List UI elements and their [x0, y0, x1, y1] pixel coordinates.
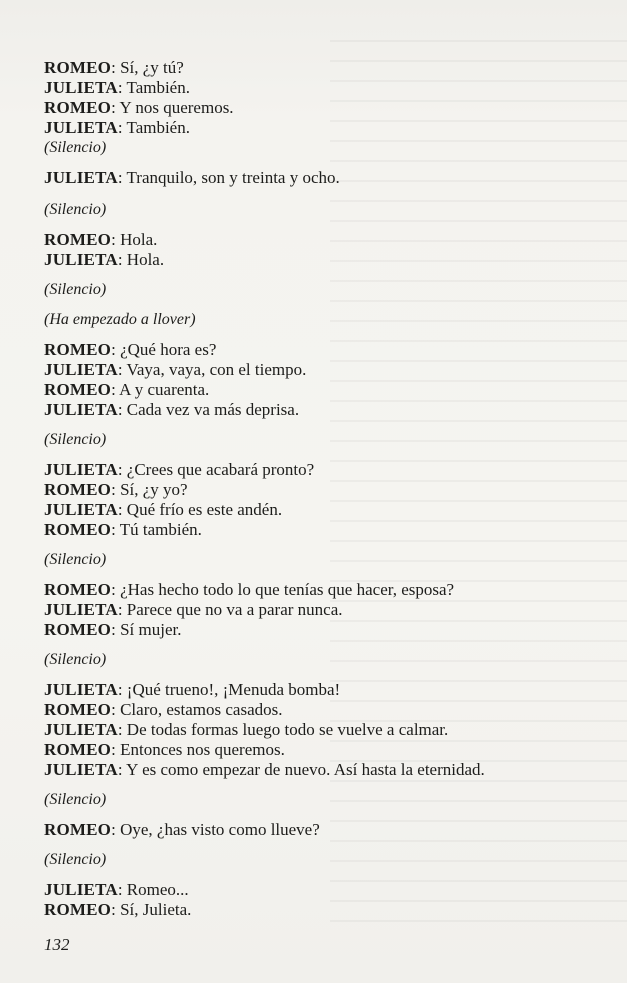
dialogue-line: ROMEO: Claro, estamos casados.	[44, 700, 283, 719]
dialogue-line: JULIETA: Vaya, vaya, con el tiempo.	[44, 360, 307, 379]
stage-direction: (Silencio)	[44, 139, 107, 156]
dialogue-line: ROMEO: Y nos queremos.	[44, 98, 234, 117]
dialogue-line: JULIETA: Parece que no va a parar nunca.	[44, 600, 343, 619]
dialogue-line: JULIETA: Hola.	[44, 250, 165, 269]
dialogue-line: JULIETA: Romeo...	[44, 880, 189, 899]
dialogue-line: ROMEO: ¿Qué hora es?	[44, 340, 217, 359]
dialogue-line: ROMEO: ¿Has hecho todo lo que tenías que hacer, esposa?	[44, 580, 455, 599]
dialogue-line: ROMEO: Oye, ¿has visto como llueve?	[44, 820, 320, 839]
stage-direction: (Silencio)	[44, 281, 107, 298]
stage-direction: (Silencio)	[44, 651, 107, 668]
dialogue-block	[44, 58, 604, 920]
dialogue-line: JULIETA: ¡Qué trueno!, ¡Menuda bomba!	[44, 680, 341, 699]
dialogue-line: ROMEO: Entonces nos queremos.	[44, 740, 285, 759]
stage-direction: (Ha empezado a llover)	[44, 311, 196, 328]
dialogue-line: JULIETA: También.	[44, 78, 190, 97]
dialogue-line: ROMEO: Sí, ¿y yo?	[44, 480, 188, 499]
dialogue-line: ROMEO: Sí, Julieta.	[44, 900, 192, 919]
dialogue-line: JULIETA: ¿Crees que acabará pronto?	[44, 460, 315, 479]
dialogue-line: JULIETA: De todas formas luego todo se vuelve a calmar.	[44, 720, 449, 739]
dialogue-line: JULIETA: Tranquilo, son y treinta y ocho.	[44, 168, 340, 187]
dialogue-line: JULIETA: Cada vez va más deprisa.	[44, 400, 300, 419]
dialogue-line: JULIETA: Y es como empezar de nuevo. Así hasta la eternidad.	[44, 760, 485, 779]
dialogue-line: JULIETA: También.	[44, 118, 190, 137]
dialogue-line: ROMEO: Sí mujer.	[44, 620, 182, 639]
stage-direction: (Silencio)	[44, 431, 107, 448]
stage-direction: (Silencio)	[44, 201, 107, 218]
dialogue-line: ROMEO: Tú también.	[44, 520, 202, 539]
page-number: 132	[44, 935, 70, 954]
dialogue-line: ROMEO: Hola.	[44, 230, 158, 249]
stage-direction: (Silencio)	[44, 851, 107, 868]
dialogue-line: ROMEO: A y cuarenta.	[44, 380, 210, 399]
stage-direction: (Silencio)	[44, 791, 107, 808]
dialogue-line: JULIETA: Qué frío es este andén.	[44, 500, 283, 519]
stage-direction: (Silencio)	[44, 551, 107, 568]
dialogue-line: ROMEO: Sí, ¿y tú?	[44, 58, 184, 77]
